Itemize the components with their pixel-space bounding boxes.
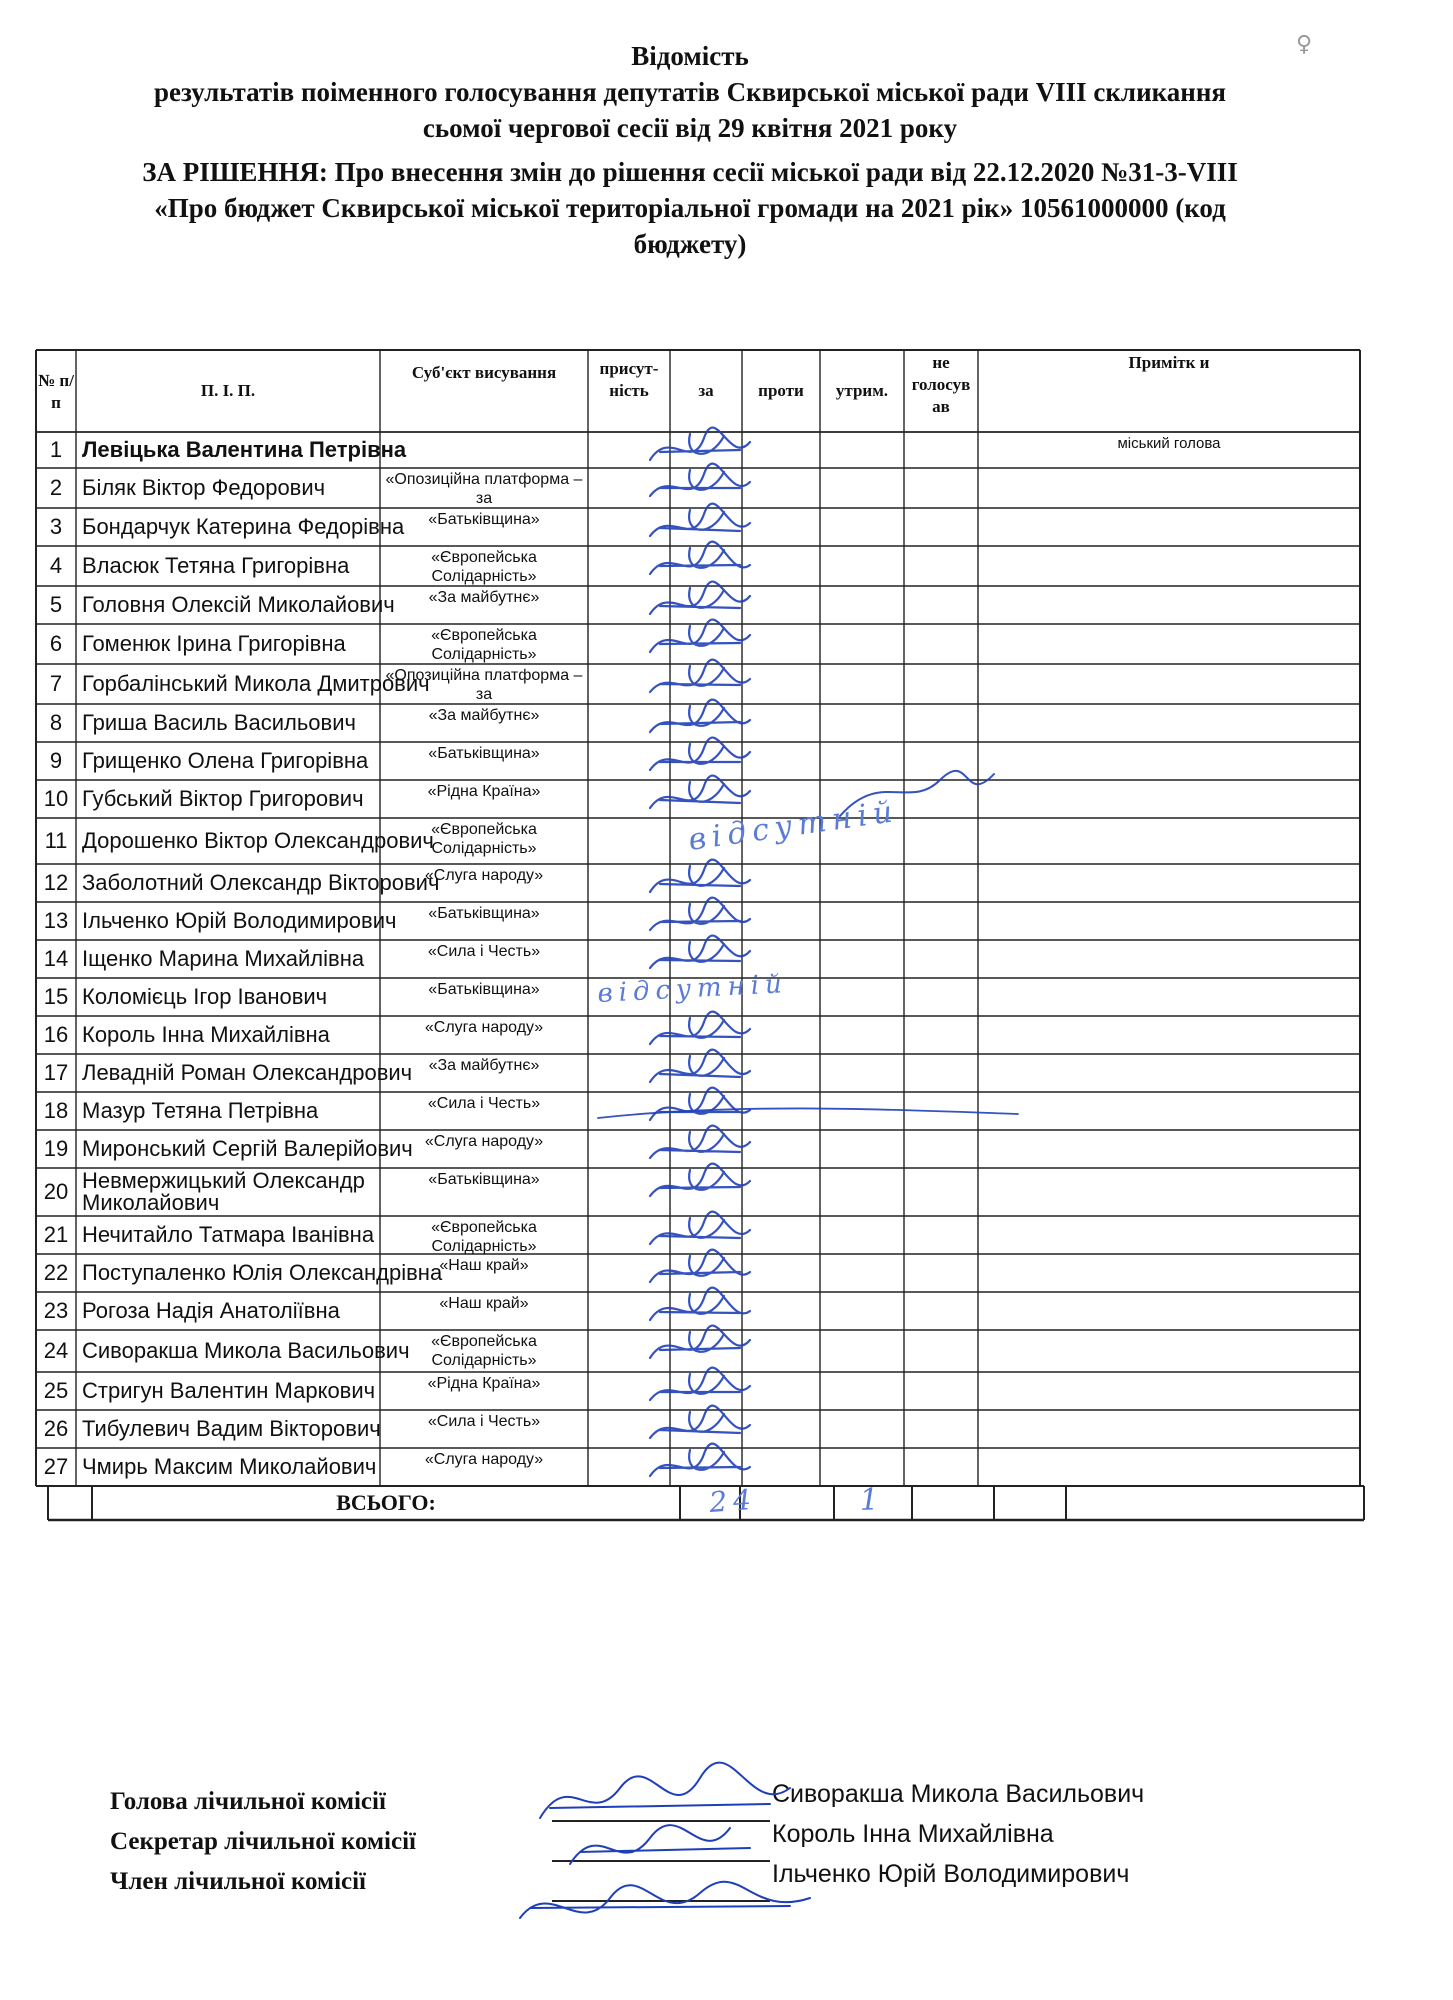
header-line-6: бюджету) [633, 229, 747, 259]
row-number: 8 [49, 710, 63, 735]
row-number: 11 [44, 828, 68, 853]
total-za: 24 [708, 1482, 759, 1519]
commission-member-name: Ільченко Юрій Володимирович [772, 1860, 1130, 1888]
commission-member-name: Сиворакша Микола Васильович [772, 1780, 1145, 1808]
party-subject: «Наш край» [439, 1257, 529, 1274]
deputy-name: Іщенко Марина Михайлівна [82, 946, 365, 971]
col-header-za: за [698, 381, 714, 400]
row-number: 19 [43, 1136, 69, 1161]
row-note: міський голова [1117, 435, 1221, 452]
party-subject: «Слуга народу» [424, 1451, 544, 1468]
party-subject: «Наш край» [439, 1295, 529, 1312]
party-subject: «Сила і Честь» [427, 943, 541, 960]
commission-role: Член лічильної комісії [110, 1868, 367, 1895]
header-line-5: «Про бюджет Сквирської міської територіальної громади на 2021 рік» 10561000000 (код [154, 193, 1226, 223]
commission-role: Секретар лічильної комісії [110, 1828, 416, 1855]
absent-note-row-15: відсутній [596, 969, 789, 1009]
deputy-name: Ільченко Юрій Володимирович [82, 908, 397, 933]
commission-footer [110, 1780, 1310, 1968]
party-subject: «За майбутнє» [428, 707, 540, 724]
party-subject: «Європейська Солідарність» [431, 1219, 537, 1255]
voting-table [36, 350, 1360, 1800]
signature-line [552, 1900, 770, 1902]
deputy-name: Невмержицький Олександр Миколайович [82, 1168, 365, 1215]
party-subject: «Європейська Солідарність» [431, 1333, 537, 1369]
deputy-name: Бондарчук Катерина Федорівна [82, 514, 405, 539]
deputy-name: Король Інна Михайлівна [82, 1022, 330, 1047]
deputy-name: Мазур Тетяна Петрівна [82, 1098, 319, 1123]
row-number: 3 [49, 514, 63, 539]
party-subject: «За майбутнє» [428, 589, 540, 606]
deputy-name: Стригун Валентин Маркович [82, 1378, 376, 1403]
handwriting-layer [36, 350, 1360, 1800]
absent-note-row-11: відсутній [686, 793, 901, 858]
deputy-name: Левадній Роман Олександрович [82, 1060, 413, 1085]
party-subject: «Батьківщина» [428, 981, 540, 998]
row-number: 14 [43, 946, 69, 971]
row-number: 16 [43, 1022, 69, 1047]
deputy-name: Грищенко Олена Григорівна [82, 748, 369, 773]
header-line-3: сьомої чергової сесії від 29 квітня 2021 року [422, 113, 958, 143]
col-header-note: Примітк и [1128, 353, 1210, 372]
row-number: 12 [43, 870, 69, 895]
party-subject: «Батьківщина» [428, 905, 540, 922]
party-subject: «Слуга народу» [424, 1019, 544, 1036]
commission-member-name: Король Інна Михайлівна [772, 1820, 1054, 1848]
deputy-name: Губський Віктор Григорович [82, 786, 364, 811]
header-line-4: ЗА РІШЕННЯ: Про внесення змін до рішення сесії міської ради від 22.12.2020 №31-3-VIII [142, 157, 1238, 187]
deputy-name: Власюк Тетяна Григорівна [82, 553, 350, 578]
party-subject: «Батьківщина» [428, 511, 540, 528]
row-number: 13 [43, 908, 69, 933]
row-number: 10 [43, 786, 69, 811]
party-subject: «Сила і Честь» [427, 1095, 541, 1112]
col-header-present: присут-ність [599, 359, 659, 400]
row-number: 2 [49, 475, 63, 500]
party-subject: «Слуга народу» [424, 867, 544, 884]
row-number: 7 [49, 671, 63, 696]
row-number: 4 [49, 553, 63, 578]
deputy-name: Тибулевич Вадим Вікторович [82, 1416, 381, 1441]
col-header-utrym: утрим. [835, 381, 889, 400]
deputy-name: Заболотний Олександр Вікторович [82, 870, 440, 895]
deputy-name: Гоменюк Ірина Григорівна [82, 631, 346, 656]
party-subject: «Батьківщина» [428, 745, 540, 762]
col-header-subject: Суб'єкт висування [411, 363, 557, 382]
row-number: 9 [49, 748, 63, 773]
row-number: 6 [49, 631, 63, 656]
deputy-name: Левіцька Валентина Петрівна [82, 437, 407, 462]
document-header [40, 38, 1340, 262]
row-number: 24 [43, 1338, 69, 1363]
row-number: 23 [43, 1298, 69, 1323]
party-subject: «Європейська Солідарність» [431, 627, 537, 663]
deputy-name: Миронський Сергій Валерійович [82, 1136, 413, 1161]
deputy-name: Біляк Віктор Федорович [82, 475, 326, 500]
deputy-name: Поступаленко Юлія Олександрівна [82, 1260, 443, 1285]
commission-role: Голова лічильної комісії [110, 1788, 386, 1815]
deputy-name: Гриша Василь Васильович [82, 710, 356, 735]
party-subject: «Слуга народу» [424, 1133, 544, 1150]
deputy-name: Коломієць Ігор Іванович [82, 984, 328, 1009]
party-subject: «За майбутнє» [428, 1057, 540, 1074]
party-subject: «Рідна Країна» [427, 783, 541, 800]
row-number: 1 [49, 437, 63, 462]
deputy-name: Головня Олексій Миколайович [82, 592, 395, 617]
deputy-name: Рогоза Надія Анатоліївна [82, 1298, 340, 1323]
header-line-2: результатів поіменного голосування депутатів Сквирської міської ради VIII скликання [153, 77, 1227, 107]
row-number: 15 [43, 984, 69, 1009]
party-subject: «Європейська Солідарність» [431, 549, 537, 585]
col-header-ne: не голосув ав [911, 353, 971, 416]
row-number: 21 [43, 1222, 69, 1247]
row-number: 22 [43, 1260, 69, 1285]
document-title: Відомість [631, 41, 749, 71]
row-number: 18 [43, 1098, 69, 1123]
row-number: 20 [43, 1179, 69, 1204]
party-subject: «Сила і Честь» [427, 1413, 541, 1430]
party-subject: «Європейська Солідарність» [431, 821, 537, 857]
row-number: 25 [43, 1378, 69, 1403]
party-subject: «Батьківщина» [428, 1171, 540, 1188]
row-number: 17 [43, 1060, 69, 1085]
party-subject: «Рідна Країна» [427, 1375, 541, 1392]
party-subject: «Опозиційна платформа – за [385, 471, 583, 507]
signature-line [552, 1860, 770, 1862]
deputy-name: Дорошенко Віктор Олександрович [82, 828, 434, 853]
row-number: 27 [43, 1454, 69, 1479]
signature-line [552, 1820, 770, 1822]
col-header-num: № п/п [38, 371, 74, 412]
corner-mark-icon: ♀ [1296, 32, 1313, 57]
total-utrym: 1 [859, 1482, 886, 1518]
deputy-name: Чмирь Максим Миколайович [82, 1454, 377, 1479]
deputy-name: Горбалінський Микола Дмитрович [82, 671, 430, 696]
total-label: ВСЬОГО: [336, 1490, 436, 1515]
deputy-name: Нечитайло Татмара Іванівна [82, 1222, 375, 1247]
row-number: 5 [49, 592, 63, 617]
deputy-name: Сиворакша Микола Васильович [82, 1338, 410, 1363]
row-number: 26 [43, 1416, 69, 1441]
party-subject: «Опозиційна платформа – за [385, 667, 583, 703]
col-header-fio: П. І. П. [200, 381, 256, 400]
col-header-proty: проти [758, 381, 804, 400]
